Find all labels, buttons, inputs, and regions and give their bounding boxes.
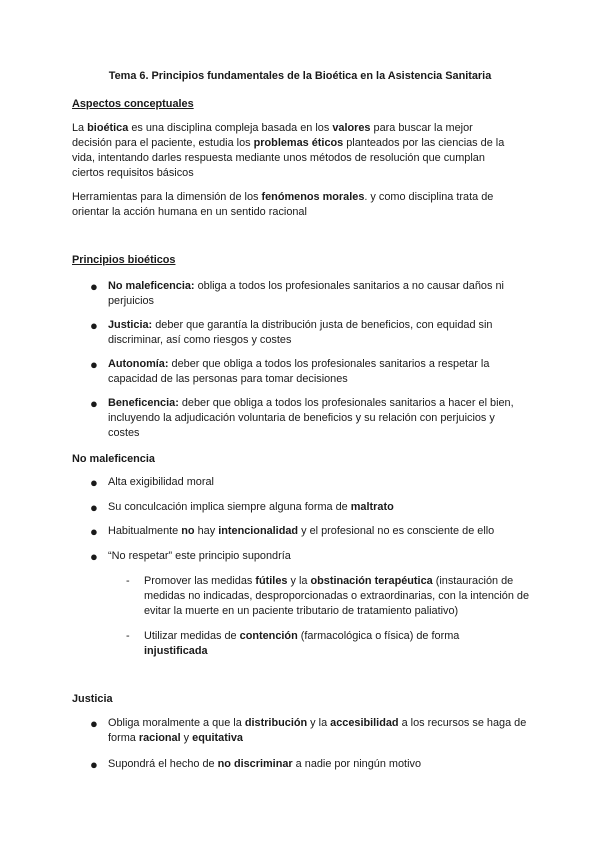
section-heading-principios: Principios bioéticos <box>72 254 176 266</box>
bullet-icon: ● <box>90 357 98 372</box>
dash-icon: - <box>126 575 130 587</box>
bullet-icon: ● <box>90 757 98 772</box>
bullet-icon: ● <box>90 716 98 731</box>
list-item-exigibilidad: Alta exigibilidad moral <box>108 476 214 488</box>
page-title: Tema 6. Principios fundamentales de la Bioética en la Asistencia Sanitaria <box>108 70 492 82</box>
list-item-conculcacion: Su conculcación implica siempre alguna forma de maltrato <box>108 501 394 513</box>
list-item-distribucion: Obliga moralmente a que la distribución y la accesibilidad a los recursos se haga de forma racional y equitativa <box>108 717 527 744</box>
list-item-autonomia: Autonomía: deber que obliga a todos los profesionales sanitarios a respetar la capacidad de las personas para tomar decisiones <box>108 358 490 385</box>
list-item-beneficencia: Beneficencia: deber que obliga a todos los profesionales sanitarios a hacer el bien, incluyendo la adjudicación voluntaria de beneficios y su relación con perjuicios y costes <box>108 397 514 439</box>
list-item-justicia: Justicia: deber que garantía la distribución justa de beneficios, con equidad sin discriminar, así como riesgos y costes <box>108 319 493 346</box>
section-heading-no-maleficencia: No maleficencia <box>72 453 155 465</box>
list-item-no-maleficencia: No maleficencia: obliga a todos los profesionales sanitarios a no causar daños ni perjuicios <box>108 280 504 307</box>
section-heading-aspectos: Aspectos conceptuales <box>72 98 194 110</box>
bullet-icon: ● <box>90 318 98 333</box>
dash-icon: - <box>126 630 130 642</box>
sub-item-futiles: Promover las medidas fútiles y la obstinación terapéutica (instauración de medidas no indicadas, desproporcionadas o extraordinarias, con la intención de evitar la muerte en un paciente tributario de tratamiento paliativo) <box>144 575 530 617</box>
bullet-icon: ● <box>90 549 98 564</box>
bullet-icon: ● <box>90 500 98 515</box>
paragraph-bioetica: La bioética es una disciplina compleja basada en los valores para buscar la mejor decisión para el paciente, estudia los problemas éticos planteados por las ciencias de la vida, intentando darles respuesta mediante unos métodos de resolución que cumplan ciertos requisitos básicos <box>72 122 505 179</box>
section-heading-justicia: Justicia <box>72 693 113 705</box>
sub-item-contencion: Utilizar medidas de contención (farmacológica o física) de forma injustificada <box>144 630 460 657</box>
bullet-icon: ● <box>90 279 98 294</box>
bullet-icon: ● <box>90 396 98 411</box>
bullet-icon: ● <box>90 524 98 539</box>
bullet-icon: ● <box>90 475 98 490</box>
list-item-no-discriminar: Supondrá el hecho de no discriminar a nadie por ningún motivo <box>108 758 422 770</box>
list-item-intencionalidad: Habitualmente no hay intencionalidad y el profesional no es consciente de ello <box>108 525 495 537</box>
list-item-no-respetar: “No respetar” este principio supondría <box>108 550 291 562</box>
paragraph-herramientas: Herramientas para la dimensión de los fenómenos morales. y como disciplina trata de orientar la acción humana en un sentido racional <box>72 191 494 218</box>
